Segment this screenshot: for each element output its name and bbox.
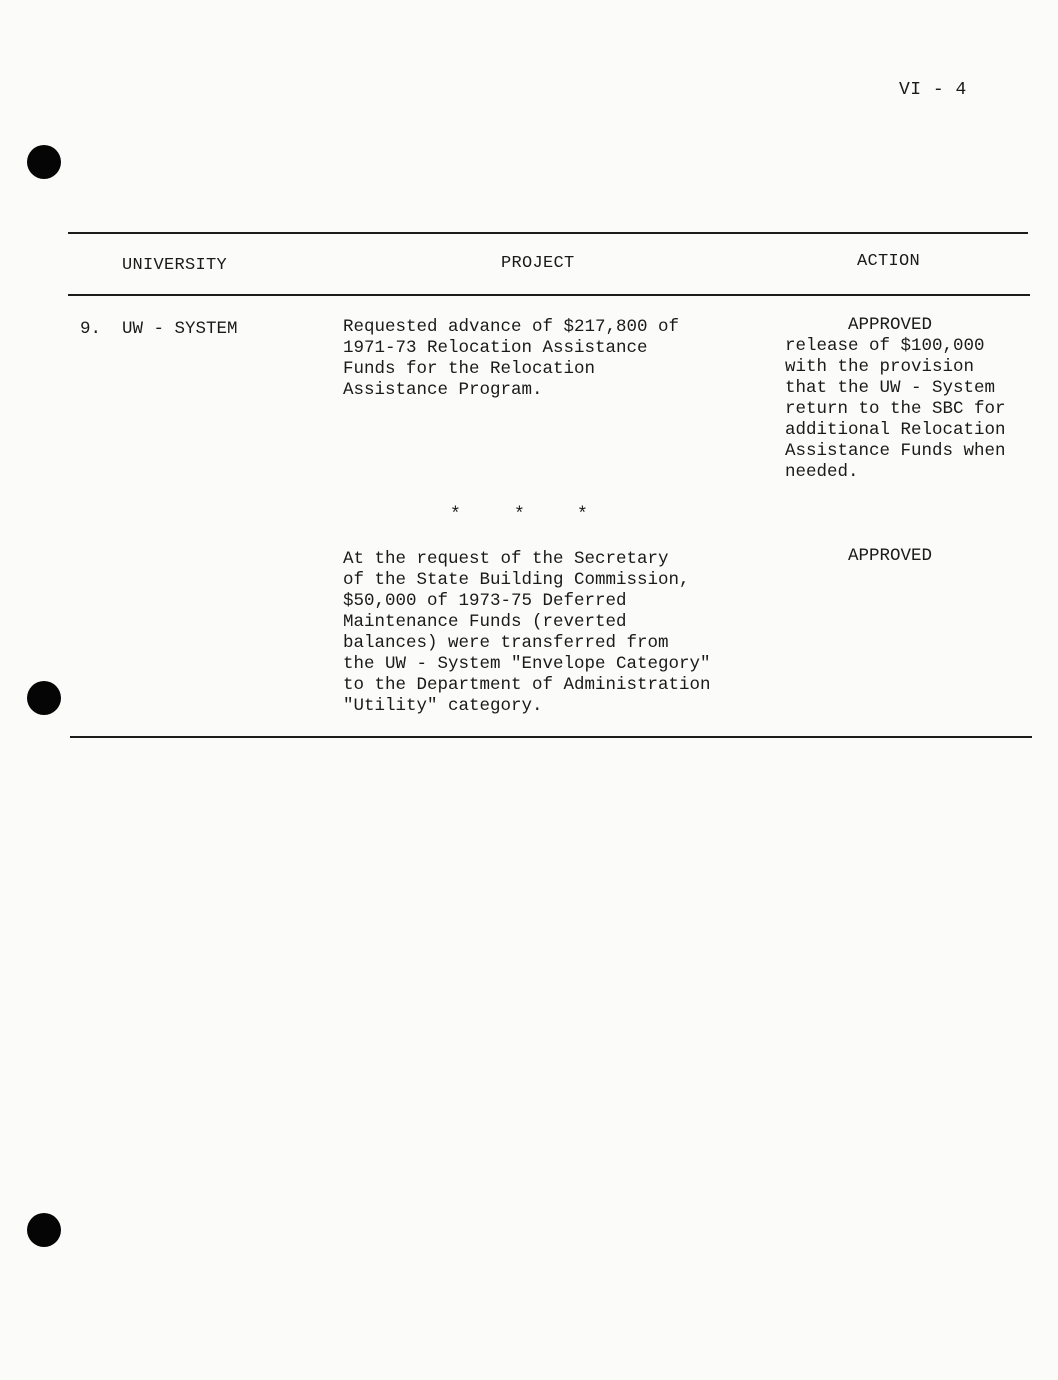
entry-1-action-detail	[785, 336, 1006, 483]
entry-1-project	[343, 317, 679, 401]
page-number: VI - 4	[899, 80, 967, 100]
binder-hole-bottom	[27, 1213, 61, 1247]
entry-1-action-line: return to the SBC for	[785, 399, 1006, 419]
header-university: UNIVERSITY	[122, 256, 228, 275]
entry-1-action-line: that the UW - System	[785, 378, 996, 398]
entry-2-project	[343, 549, 711, 717]
binder-hole-middle	[27, 681, 61, 715]
header-project: PROJECT	[501, 254, 575, 273]
entry-1-action-title: APPROVED	[847, 315, 932, 335]
entry-2-project-line: to the Department of Administration	[343, 675, 711, 695]
entry-1-action-line: needed.	[785, 462, 859, 482]
table-top-rule	[68, 232, 1028, 234]
entry-1-project-line: 1971-73 Relocation Assistance	[343, 338, 648, 358]
table-bottom-rule	[70, 736, 1032, 738]
item-number: 9.	[80, 319, 102, 339]
entry-2-project-line: the UW - System "Envelope Category"	[343, 654, 711, 674]
entry-1-action-line: release of $100,000	[785, 336, 985, 356]
entry-2-project-line: At the request of the Secretary	[343, 549, 669, 569]
separator-star: *	[577, 505, 588, 525]
entry-2-project-line: Maintenance Funds (reverted	[343, 612, 627, 632]
entry-1-project-line: Funds for the Relocation	[343, 359, 596, 379]
entry-2-project-line: of the State Building Commission,	[343, 570, 690, 590]
header-bottom-rule	[68, 294, 1030, 296]
entry-2-action-title: APPROVED	[847, 546, 932, 566]
entry-2-project-line: "Utility" category.	[343, 696, 543, 716]
item-university: UW - SYSTEM	[122, 319, 238, 339]
entry-2-project-line: $50,000 of 1973-75 Deferred	[343, 591, 627, 611]
entry-1-action-line: Assistance Funds when	[785, 441, 1006, 461]
entry-1-project-line: Assistance Program.	[343, 380, 543, 400]
entry-1-action-line: with the provision	[785, 357, 975, 377]
entry-1-action-line: additional Relocation	[785, 420, 1006, 440]
binder-hole-top	[27, 145, 61, 179]
header-action: ACTION	[857, 252, 921, 271]
separator-star: *	[450, 505, 461, 525]
separator-star: *	[514, 505, 525, 525]
entry-1-project-line: Requested advance of $217,800 of	[343, 317, 680, 337]
entry-2-project-line: balances) were transferred from	[343, 633, 669, 653]
